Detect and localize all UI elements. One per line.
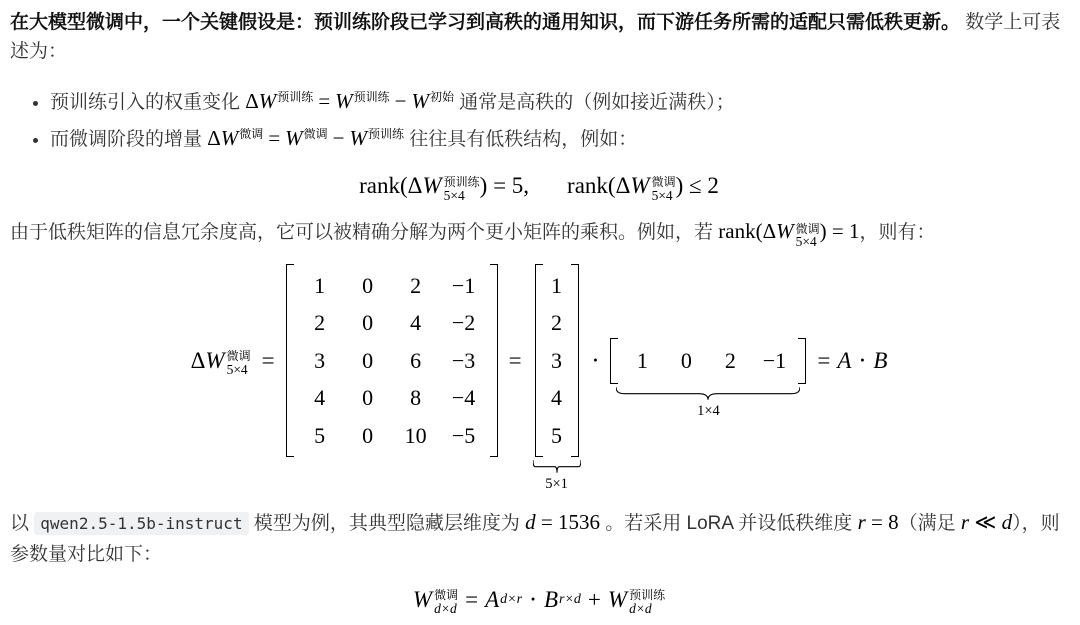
dot-operator: ⋅ (858, 347, 867, 373)
math-token: W (422, 173, 442, 199)
matrix-cell: 0 (362, 422, 374, 448)
math-token: d (1001, 510, 1013, 535)
open-paren: ( (400, 173, 408, 199)
equals-sign: = (465, 586, 479, 612)
math-token: W (412, 586, 433, 612)
dimension-label-1x4: 1×4 (697, 402, 720, 419)
para3-mid1: 模型为例，其典型隐藏层维度为 (248, 513, 526, 535)
math-token: = 8 (865, 510, 899, 535)
math-token: Δ (407, 173, 423, 199)
vector-cell: −1 (762, 347, 787, 373)
vector-row (545, 379, 569, 417)
underbrace-icon (616, 387, 800, 400)
matrix-row (296, 342, 488, 380)
para2-post: ，则有： (859, 221, 936, 243)
model-example-paragraph (10, 507, 1068, 570)
supsub-stack (796, 223, 820, 250)
supsub-stack (434, 589, 458, 616)
math-token: W (607, 586, 628, 612)
vector-cell: 1 (636, 347, 648, 373)
para3-post: ），则参数量对比如下： (10, 513, 1060, 566)
math-token: Δ (762, 218, 777, 243)
math-token: − (332, 126, 345, 150)
math-token: B (873, 347, 888, 373)
math-superscript: 预训练 (368, 127, 405, 141)
math-token: rank (359, 173, 400, 199)
math-token: A (485, 586, 500, 612)
matrix-lhs (190, 347, 251, 377)
vector-row (545, 342, 569, 380)
matrix-cell: 2 (314, 310, 326, 336)
matrix-cell: 3 (314, 347, 326, 373)
matrix-cell: 0 (362, 347, 374, 373)
math-superscript: 预训练 (353, 90, 390, 104)
math-subscript: 5×4 (651, 187, 673, 203)
matrix-cell: 10 (404, 422, 427, 448)
math-token: = (318, 89, 331, 113)
math-token: r (857, 510, 866, 535)
matrix-cell: 2 (410, 272, 422, 298)
vector-cell: 4 (551, 385, 563, 411)
equals-sign: = (508, 347, 522, 373)
math-token: W (285, 126, 303, 150)
matrix-cell: 1 (314, 272, 326, 298)
matrix-cell: 4 (410, 310, 422, 336)
math-token: W (349, 126, 368, 150)
vector-cell: 2 (551, 310, 563, 336)
math-token: W (258, 89, 277, 113)
math-token: W (220, 126, 239, 150)
para2-math (718, 218, 860, 250)
dimension-label-5x1: 5×1 (545, 476, 568, 493)
supsub-stack (652, 176, 676, 203)
vector-cell: 1 (551, 272, 563, 298)
bullet1-pre: 预训练引入的权重变化 (50, 92, 246, 113)
bullet2-math (207, 126, 404, 150)
equals-sign: = (261, 347, 275, 373)
math-token: Δ (190, 347, 206, 373)
vector-row (545, 267, 569, 305)
supsub-stack (227, 350, 251, 377)
vector-cell: 3 (551, 347, 563, 373)
matrix-cell: 0 (362, 272, 374, 298)
matrix-row (296, 267, 488, 305)
much-less-math (961, 510, 1012, 534)
math-superscript: 初始 (430, 90, 455, 104)
model-name-code: qwen2.5-1.5b-instruct (34, 512, 248, 535)
dot-operator: ⋅ (529, 586, 537, 612)
math-token: r (960, 510, 970, 535)
rank-equation (10, 173, 1068, 203)
bullet2-post: 往往具有低秩结构，例如： (404, 129, 638, 150)
math-superscript: 预训练 (443, 175, 480, 189)
math-superscript: 预训练 (629, 588, 666, 603)
delta-w-matrix (286, 264, 498, 458)
math-token: rank (567, 173, 608, 199)
math-token: W (776, 218, 794, 243)
math-token: Δ (207, 126, 221, 150)
math-subscript: 5×4 (226, 361, 248, 377)
matrix-row (296, 417, 488, 455)
math-token: Δ (245, 89, 259, 113)
math-subscript: d×r (500, 591, 523, 607)
a-matrix-term (485, 587, 522, 613)
vector-row (620, 341, 796, 381)
math-token: W (630, 173, 650, 199)
vector-cell: 0 (680, 347, 692, 373)
math-subscript: 5×4 (795, 234, 817, 250)
bullet2-pre: 而微调阶段的增量 (50, 129, 208, 150)
hidden-dim-math (525, 510, 600, 534)
column-vector-a (535, 264, 579, 458)
vector-body (545, 267, 569, 455)
rank-term-pretrain (359, 173, 530, 203)
math-superscript: 微调 (303, 127, 328, 141)
open-paren: ( (755, 218, 763, 243)
matrix-cell: −1 (451, 272, 476, 298)
lora-equation (10, 586, 1068, 616)
matrix-cell: 5 (314, 422, 326, 448)
math-token: Δ (615, 173, 631, 199)
b-matrix-term (544, 587, 581, 613)
row-vector-b-group (610, 338, 806, 419)
math-token: − (394, 89, 407, 113)
matrix-row (296, 304, 488, 342)
math-token: d (525, 510, 536, 535)
vector-row (545, 417, 569, 455)
math-token: ≪ (969, 510, 1002, 535)
math-superscript: 微调 (651, 175, 676, 189)
bullet-item-pretrain (50, 82, 1068, 118)
equals-sign: = (817, 347, 831, 373)
rank-dim-math (858, 510, 899, 534)
row-vector-b (610, 338, 806, 384)
math-subscript: d×d (629, 600, 652, 616)
matrix-cell: 8 (410, 385, 422, 411)
math-token: W (411, 89, 430, 113)
vector-row (545, 304, 569, 342)
vector-cell: 2 (724, 347, 736, 373)
math-superscript: 微调 (434, 588, 459, 603)
math-token: W (205, 347, 225, 373)
matrix-cell: 0 (362, 310, 374, 336)
math-token: = (268, 126, 281, 150)
para2-pre: 由于低秩矩阵的信息冗余度高，它可以被精确分解为两个更小矩阵的乘积。例如，若 (10, 221, 719, 243)
math-superscript: 微调 (795, 221, 820, 236)
matrix-cell: −5 (451, 422, 476, 448)
dot-operator: ⋅ (591, 347, 600, 373)
math-token: ) = 5, (479, 173, 530, 199)
underbrace-icon (533, 460, 581, 473)
math-token: A (837, 347, 852, 373)
intro-normal-text: 数学上可表述为： (10, 12, 1061, 62)
intro-bold-text: 在大模型微调中，一个关键假设是：预训练阶段已学习到高秩的通用知识，而下游任务所需的适配只需低秩更新。 (10, 12, 961, 33)
matrix-cell: 6 (410, 347, 422, 373)
supsub-stack (444, 176, 480, 203)
matrix-rhs (810, 348, 887, 374)
plus-sign: + (587, 586, 601, 612)
para3-mid2: 。若采用 LoRA 并设低秩维度 (599, 513, 858, 535)
math-superscript: 微调 (226, 349, 251, 364)
matrix-row (296, 379, 488, 417)
math-subscript: r×d (559, 591, 581, 607)
w-pretrain-term (607, 586, 666, 616)
math-token: B (543, 586, 558, 612)
decomposition-paragraph (10, 216, 1068, 248)
math-superscript: 预训练 (277, 90, 314, 104)
intro-paragraph (10, 8, 1068, 66)
math-subscript: 5×4 (443, 187, 465, 203)
math-token: W (335, 89, 353, 113)
matrix-decomposition-equation (10, 264, 1068, 493)
math-token: ) = 1 (819, 218, 860, 243)
matrix-cell: −4 (451, 385, 476, 411)
supsub-stack (629, 589, 665, 616)
para3-pre: 以 (10, 513, 35, 535)
bullet-item-finetune (50, 119, 1068, 155)
matrix-cell: −2 (451, 310, 476, 336)
matrix-cell: −3 (451, 347, 476, 373)
column-vector-a-group (533, 264, 581, 493)
assumption-list (10, 82, 1068, 155)
matrix-cell: 0 (362, 385, 374, 411)
math-token: rank (718, 218, 756, 243)
math-subscript: d×d (434, 600, 457, 616)
matrix-cell: 4 (314, 385, 326, 411)
w-finetune-term (412, 586, 459, 616)
para3-mid3: （满足 (898, 513, 961, 535)
math-token: = 1536 (535, 510, 600, 535)
bullet1-post: 通常是高秩的（例如接近满秩）； (454, 92, 735, 113)
matrix-body (296, 267, 488, 455)
math-token: ) ≤ 2 (675, 173, 719, 199)
rank-term-finetune (567, 173, 719, 203)
bullet1-math (245, 89, 454, 113)
vector-cell: 5 (551, 422, 563, 448)
open-paren: ( (607, 173, 616, 199)
math-superscript: 微调 (239, 127, 264, 141)
